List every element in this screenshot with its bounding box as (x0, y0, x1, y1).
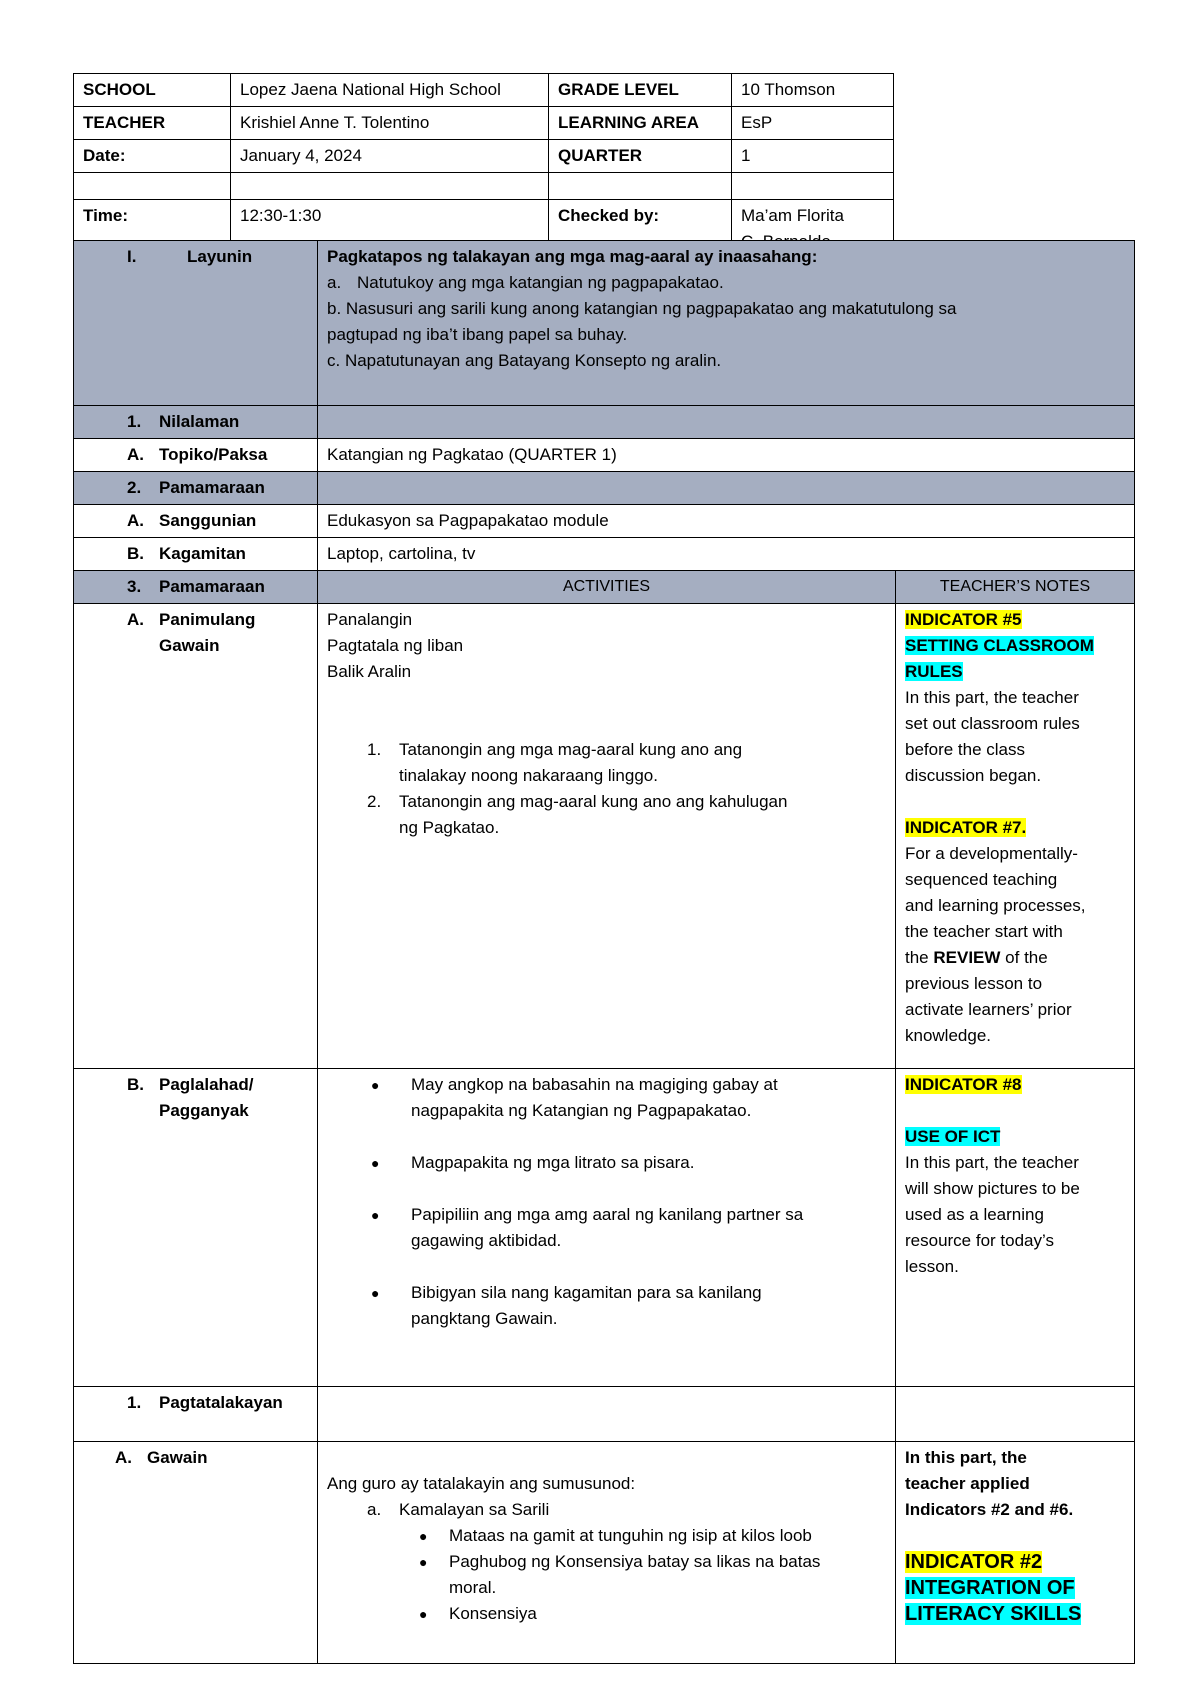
layunin-label-cell (74, 241, 318, 406)
checked-by-line-2: C. Bernalde (741, 232, 831, 251)
school-label: SCHOOL (74, 74, 231, 107)
indicator-2-highlight: INDICATOR #2 (905, 1551, 1043, 1573)
list-item: a. Kamalayan sa Sarili (367, 1500, 550, 1519)
quarter-value: 1 (732, 140, 894, 173)
kagamitan-value: Laptop, cartolina, tv (318, 538, 1135, 571)
time-label: Time: (74, 200, 231, 259)
sanggunian-row (74, 505, 1135, 538)
section-label: Layunin (187, 247, 253, 266)
kagamitan-label-cell: B. Kagamitan (74, 538, 318, 571)
empty-cell (318, 406, 1135, 439)
empty-cell (896, 1387, 1135, 1442)
note-line: resource for today’s (905, 1231, 1054, 1250)
use-of-ict-highlight: USE OF ICT (905, 1127, 1001, 1146)
date-label: Date: (74, 140, 231, 173)
note-line: and learning processes, (905, 896, 1086, 915)
note-line: activate learners’ prior (905, 1000, 1072, 1019)
objective-a: a. Natutukoy ang mga katangian ng pagpapakatao. (327, 273, 724, 292)
note-line: In this part, the teacher (905, 688, 1079, 707)
grade-level-value: 10 Thomson (732, 74, 894, 107)
date-value: January 4, 2024 (231, 140, 549, 173)
list-item: ● Papipiliin ang mga amg aaral ng kanilang partner sa gagawing aktibidad. (371, 1205, 804, 1250)
list-item: ● Mataas na gamit at tunguhin ng isip at kilos loob (419, 1526, 812, 1545)
note-line: lesson. (905, 1257, 959, 1276)
list-item: ● Konsensiya (419, 1604, 537, 1623)
note-line: discussion began. (905, 766, 1042, 785)
layunin-intro: Pagkatapos ng talakayan ang mga mag-aaral ay inaasahang: (327, 247, 818, 266)
checked-by-label: Checked by: (549, 200, 732, 259)
pamamaraan-label-cell: 2. Pamamaraan (74, 472, 318, 505)
objective-b-line-2: pagtupad ng iba’t ibang papel sa buhay. (327, 325, 628, 344)
note-line: sequenced teaching (905, 870, 1058, 889)
note-line: previous lesson to (905, 974, 1043, 993)
empty-cell (549, 173, 732, 200)
gawain-intro: Ang guro ay tatalakayin ang sumusunod: (327, 1474, 636, 1493)
list-item: 2. Tatanongin ang mag-aaral kung ano ang kahulugan ng Pagkatao. (367, 792, 788, 837)
teachers-notes-header: TEACHER’S NOTES (896, 571, 1135, 604)
note-line: the teacher start with (905, 922, 1063, 941)
learning-area-value: EsP (732, 107, 894, 140)
note-line: used as a learning (905, 1205, 1044, 1224)
note-line: Indicators #2 and #6. (905, 1500, 1074, 1519)
note-line: teacher applied (905, 1474, 1030, 1493)
paglalahad-row (74, 1069, 1135, 1387)
gawain-teacher-notes (896, 1442, 1135, 1664)
teacher-label: TEACHER (74, 107, 231, 140)
panimulang-label-cell: A. Panimulang Gawain (74, 604, 318, 1069)
note-line: before the class (905, 740, 1026, 759)
indicator-5-highlight: INDICATOR #5 (905, 610, 1022, 629)
note-line: set out classroom rules (905, 714, 1080, 733)
layunin-row (74, 241, 1135, 406)
gawain-sublist (367, 1497, 886, 1627)
list-item: ● Bibigyan sila nang kagamitan para sa kanilang pangktang Gawain. (371, 1283, 762, 1328)
note-line: will show pictures to be (905, 1179, 1080, 1198)
paglalahad-teacher-notes (896, 1069, 1135, 1387)
paglalahad-activities (318, 1069, 896, 1387)
time-value: 12:30-1:30 (231, 200, 549, 259)
classroom-rules-highlight: SETTING CLASSROOM (905, 636, 1094, 655)
sanggunian-label-cell: A. Sanggunian (74, 505, 318, 538)
indicator-8-highlight: INDICATOR #8 (905, 1075, 1022, 1094)
literacy-skills-highlight: LITERACY SKILLS (905, 1603, 1082, 1625)
topiko-label-cell: A. Topiko/Paksa (74, 439, 318, 472)
empty-cell (732, 173, 894, 200)
note-line: In this part, the (905, 1448, 1027, 1467)
gawain-bullets (417, 1523, 886, 1627)
pamamaraan-label-cell: 3. Pamamaraan (74, 571, 318, 604)
pagtatalakayan-label-cell: 1. Pagtatalakayan (74, 1387, 318, 1442)
gawain-row (74, 1442, 1135, 1664)
empty-cell (231, 173, 549, 200)
topiko-value: Katangian ng Pagkatao (QUARTER 1) (318, 439, 1135, 472)
activity-line: Balik Aralin (327, 662, 412, 681)
objective-c: c. Napatutunayan ang Batayang Konsepto ng aralin. (327, 351, 722, 370)
lesson-plan-table (73, 240, 1135, 1664)
gawain-label-cell: A. Gawain (74, 1442, 318, 1664)
indicator-7-highlight: INDICATOR #7. (905, 818, 1027, 837)
pamamaraan-2-row (74, 472, 1135, 505)
pagtatalakayan-row (74, 1387, 1135, 1442)
review-emphasis: REVIEW (933, 948, 1001, 967)
teacher-value: Krishiel Anne T. Tolentino (231, 107, 549, 140)
school-value: Lopez Jaena National High School (231, 74, 549, 107)
literacy-skills-highlight: INTEGRATION OF (905, 1577, 1075, 1599)
gawain-activities (318, 1442, 896, 1664)
panimulang-activities (318, 604, 896, 1069)
list-item: ● Paghubog ng Konsensiya batay sa likas na batas moral. (419, 1552, 821, 1597)
nilalaman-row (74, 406, 1135, 439)
quarter-label: QUARTER (549, 140, 732, 173)
learning-area-label: LEARNING AREA (549, 107, 732, 140)
sanggunian-value: Edukasyon sa Pagpapakatao module (318, 505, 1135, 538)
note-line: In this part, the teacher (905, 1153, 1079, 1172)
empty-cell (74, 173, 231, 200)
checked-by-line-1: Ma’am Florita (741, 206, 844, 225)
panimulang-gawain-row (74, 604, 1135, 1069)
note-line: knowledge. (905, 1026, 992, 1045)
activity-line: Pagtatala ng liban (327, 636, 464, 655)
empty-cell (318, 472, 1135, 505)
note-line: For a developmentally- (905, 844, 1078, 863)
section-number: I. (127, 247, 137, 266)
list-item: ● Magpapakita ng mga litrato sa pisara. (371, 1153, 695, 1172)
activities-header: ACTIVITIES (318, 571, 896, 604)
header-table (73, 73, 894, 259)
objective-b-line-1: b. Nasusuri ang sarili kung anong katangian ng pagpapakatao ang makatutulong sa (327, 299, 957, 318)
nilalaman-label-cell: 1. Nilalaman (74, 406, 318, 439)
panimulang-teacher-notes (896, 604, 1135, 1069)
layunin-content (318, 241, 1135, 406)
grade-level-label: GRADE LEVEL (549, 74, 732, 107)
pamamaraan-3-row (74, 571, 1135, 604)
paglalahad-label-cell: B. Paglalahad/ Pagganyak (74, 1069, 318, 1387)
empty-cell (318, 1387, 896, 1442)
topiko-row (74, 439, 1135, 472)
motivation-list (367, 1072, 886, 1332)
kagamitan-row (74, 538, 1135, 571)
classroom-rules-highlight: RULES (905, 662, 963, 681)
list-item: ● May angkop na babasahin na magiging gabay at nagpapakita ng Katangian ng Pagpapakatao. (371, 1075, 778, 1120)
note-line: the REVIEW of the (905, 948, 1048, 967)
review-questions-list (367, 737, 886, 841)
activity-line: Panalangin (327, 610, 413, 629)
list-item: 1. Tatanongin ang mga mag-aaral kung ano ang tinalakay noong nakaraang linggo. (367, 740, 743, 785)
